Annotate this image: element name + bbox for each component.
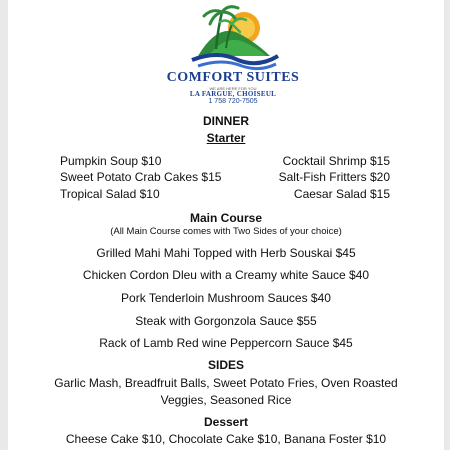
location: LA FARGUE, CHOISEUL xyxy=(189,90,277,98)
starter-item-left: Sweet Potato Crab Cakes $15 xyxy=(60,170,222,184)
starter-item-left: Pumpkin Soup $10 xyxy=(60,154,162,168)
starter-item-right: Salt-Fish Fritters $20 xyxy=(278,170,390,184)
main-course-item: Pork Tenderloin Mushroom Sauces $40 xyxy=(121,291,331,305)
dessert-line: Cheese Cake $10, Chocolate Cake $10, Banana Foster $10 xyxy=(65,432,387,446)
brand-name: COMFORT SUITES xyxy=(166,70,300,85)
dessert-heading: Dessert xyxy=(203,415,249,429)
menu-title: DINNER xyxy=(202,114,249,128)
phone-number: 1 758 720-7505 xyxy=(208,98,258,105)
main-course-item: Chicken Cordon Dleu with a Creamy white Sauce $40 xyxy=(82,268,370,282)
sides-heading: SIDES xyxy=(207,358,244,372)
menu-page xyxy=(8,0,444,450)
starter-item-right: Caesar Salad $15 xyxy=(293,187,390,201)
starter-heading: Starter xyxy=(206,131,246,145)
palm-island-logo-icon xyxy=(178,4,288,72)
main-course-note: (All Main Course comes with Two Sides of your choice) xyxy=(110,226,342,237)
starter-item-right: Cocktail Shrimp $15 xyxy=(282,154,390,168)
main-course-item: Rack of Lamb Red wine Peppercorn Sauce $45 xyxy=(99,336,353,350)
sides-line: Veggies, Seasoned Rice xyxy=(160,393,292,407)
sides-line: Garlic Mash, Breadfruit Balls, Sweet Potato Fries, Oven Roasted xyxy=(54,376,398,390)
main-course-item: Grilled Mahi Mahi Topped with Herb Souskai $45 xyxy=(96,246,356,260)
main-course-item: Steak with Gorgonzola Sauce $55 xyxy=(135,314,317,328)
main-course-heading: Main Course xyxy=(189,211,262,225)
starter-item-left: Tropical Salad $10 xyxy=(60,187,160,201)
brand-tagline: WE ARE HERE FOR YOU xyxy=(209,86,257,91)
